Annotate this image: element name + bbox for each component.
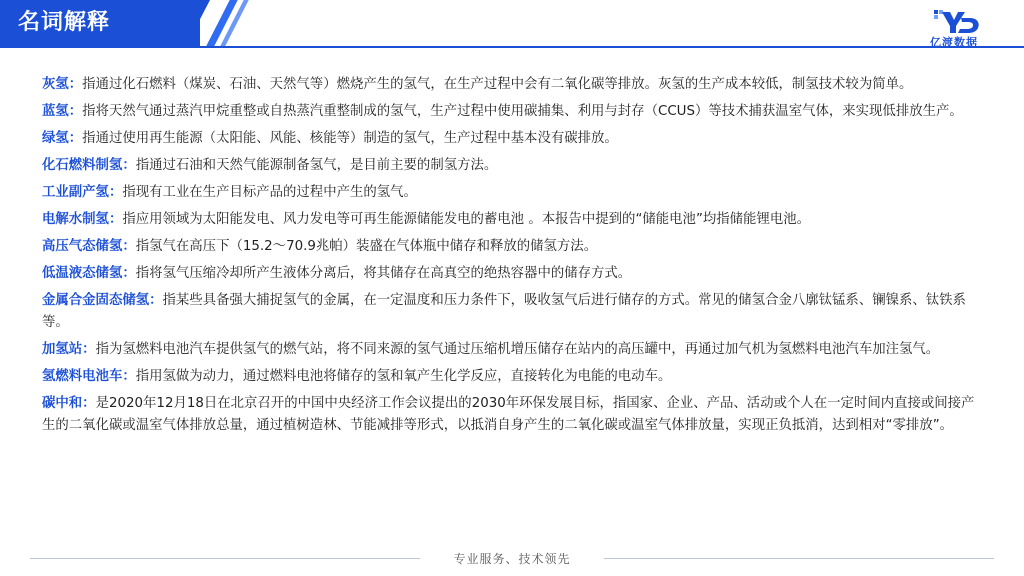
glossary-entry (42, 101, 982, 123)
glossary-definition: 指某些具备强大捕捉氢气的金属，在一定温度和压力条件下，吸收氢气后进行储存的方式。常见的储氢合金八廓钛锰系、镧镍系、钛铁系等。 (42, 293, 966, 330)
company-logo (924, 8, 994, 48)
logo-mark-icon (934, 8, 980, 34)
glossary-definition: 指应用领域为太阳能发电、风力发电等可再生能源储能发电的蓄电池 。本报告中提到的“储能电池”均指储能锂电池。 (122, 212, 811, 227)
glossary-entry (42, 236, 982, 258)
glossary-entry (42, 339, 982, 361)
glossary-definition: 指氢气在高压下（15.2～70.9兆帕）装盛在气体瓶中储存和释放的储氢方法。 (135, 239, 598, 254)
glossary-entry (42, 209, 982, 231)
glossary-list (42, 74, 982, 442)
glossary-definition: 指现有工业在生产目标产品的过程中产生的氢气。 (122, 185, 417, 200)
title-bar-slant (186, 0, 210, 46)
glossary-entry (42, 128, 982, 150)
glossary-definition: 指用氢做为动力，通过燃料电池将储存的氢和氧产生化学反应，直接转化为电能的电动车。 (135, 369, 672, 384)
page-title: 名词解释 (18, 10, 111, 35)
glossary-term: 化石燃料制氢： (42, 158, 136, 173)
logo-text: 亿渡数据 (930, 36, 978, 49)
glossary-term: 金属合金固态储氢： (42, 293, 163, 308)
glossary-entry (42, 182, 982, 204)
glossary-definition: 指通过石油和天然气能源制备氢气，是目前主要的制氢方法。 (135, 158, 498, 173)
glossary-definition: 指通过化石燃料（煤炭、石油、天然气等）燃烧产生的氢气，在生产过程中会有二氧化碳等排放。灰氢的生产成本较低，制氢技术较为简单。 (82, 77, 913, 92)
glossary-term: 蓝氢： (42, 104, 83, 119)
title-bar (0, 0, 200, 46)
glossary-term: 绿氢： (42, 131, 83, 146)
glossary-term: 高压气态储氢： (42, 239, 136, 254)
footer-slogan: 专业服务、技术领先 (453, 552, 571, 566)
glossary-entry (42, 74, 982, 96)
glossary-term: 低温液态储氢： (42, 266, 136, 281)
glossary-entry (42, 366, 982, 388)
footer-divider-right (604, 558, 994, 559)
glossary-definition: 指通过使用再生能源（太阳能、风能、核能等）制造的氢气，生产过程中基本没有碳排放。 (82, 131, 618, 146)
glossary-definition: 指为氢燃料电池汽车提供氢气的燃气站，将不同来源的氢气通过压缩机增压储存在站内的高压罐中，再通过加气机为氢燃料电池汽车加注氢气。 (95, 342, 940, 357)
glossary-term: 灰氢： (42, 77, 83, 92)
footer-divider-left (30, 558, 420, 559)
glossary-entry (42, 155, 982, 177)
glossary-term: 碳中和： (42, 396, 96, 411)
glossary-term: 工业副产氢： (42, 185, 123, 200)
glossary-entry (42, 290, 982, 334)
glossary-definition: 指将氢气压缩冷却所产生液体分离后，将其储存在高真空的绝热容器中的储存方式。 (135, 266, 632, 281)
title-underline (0, 46, 1024, 48)
glossary-definition: 指将天然气通过蒸汽甲烷重整或自热蒸汽重整制成的氢气，生产过程中使用碳捕集、利用与封存（CCUS）等技术捕获温室气体，来实现低排放生产。 (82, 104, 963, 119)
glossary-term: 氢燃料电池车： (42, 369, 136, 384)
glossary-definition: 是2020年12月18日在北京召开的中国中央经济工作会议提出的2030年环保发展目标，指国家、企业、产品、活动或个人在一定时间内直接或间接产生的二氧化碳或温室气体排放总量，通过植树造林、节能减排等形式，以抵消自身产生的二氧化碳或温室气体排放量，实现正负抵消，达到相对“零排放”。 (42, 396, 975, 433)
glossary-term: 加氢站： (42, 342, 96, 357)
glossary-term: 电解水制氢： (42, 212, 123, 227)
glossary-entry (42, 393, 982, 437)
glossary-entry (42, 263, 982, 285)
